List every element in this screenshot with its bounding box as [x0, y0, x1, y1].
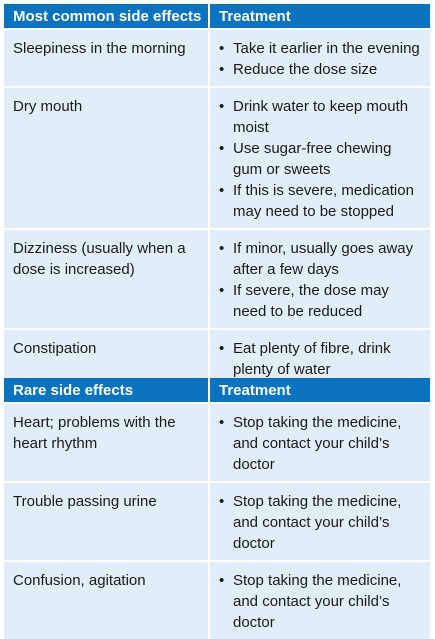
treatment-list	[219, 96, 422, 222]
treatment-cell	[210, 562, 430, 639]
side-effect-cell: Sleepiness in the morning	[4, 30, 210, 88]
table-header-row	[4, 4, 430, 30]
treatment-item: • Use sugar-free chewing gum or sweets	[219, 138, 422, 180]
table-header-row	[4, 378, 430, 404]
table-row	[4, 404, 430, 483]
treatment-column-header: Treatment	[210, 4, 430, 30]
treatment-item: • Stop taking the medicine, and contact your child’s doctor	[219, 491, 422, 554]
treatment-cell	[210, 88, 430, 230]
treatment-item: • If minor, usually goes away after a few days	[219, 238, 422, 280]
table-row	[4, 30, 430, 88]
treatment-item: • If severe, the dose may need to be reduced	[219, 280, 422, 322]
treatment-column-header: Treatment	[210, 378, 430, 404]
side-effect-column-header: Most common side effects	[4, 4, 210, 30]
treatment-list	[219, 412, 422, 475]
side-effect-cell: Dry mouth	[4, 88, 210, 230]
treatment-cell	[210, 483, 430, 562]
treatment-cell	[210, 404, 430, 483]
treatment-item: • If this is severe, medication may need to be stopped	[219, 180, 422, 222]
treatment-cell	[210, 30, 430, 88]
table-row	[4, 562, 430, 639]
treatment-item: • Reduce the dose size	[219, 59, 422, 80]
side-effect-column-header: Rare side effects	[4, 378, 210, 404]
treatment-item: • Eat plenty of fibre, drink plenty of water	[219, 338, 422, 380]
common-side-effects-table	[4, 4, 430, 386]
table-row	[4, 483, 430, 562]
table-row	[4, 88, 430, 230]
treatment-list	[219, 38, 422, 80]
treatment-item: • Stop taking the medicine, and contact your child’s doctor	[219, 412, 422, 475]
treatment-item: • Stop taking the medicine, and contact your child’s doctor	[219, 570, 422, 633]
treatment-list	[219, 338, 422, 380]
side-effect-cell: Dizziness (usually when a dose is increased)	[4, 230, 210, 330]
side-effect-cell: Trouble passing urine	[4, 483, 210, 562]
treatment-item: • Drink water to keep mouth moist	[219, 96, 422, 138]
rare-side-effects-table	[4, 378, 430, 639]
treatment-list	[219, 491, 422, 554]
table-row	[4, 230, 430, 330]
side-effect-cell: Constipation	[4, 330, 210, 386]
side-effect-cell: Confusion, agitation	[4, 562, 210, 639]
treatment-list	[219, 570, 422, 633]
treatment-cell	[210, 230, 430, 330]
side-effect-cell: Heart; problems with the heart rhythm	[4, 404, 210, 483]
treatment-list	[219, 238, 422, 322]
treatment-item: • Take it earlier in the evening	[219, 38, 422, 59]
